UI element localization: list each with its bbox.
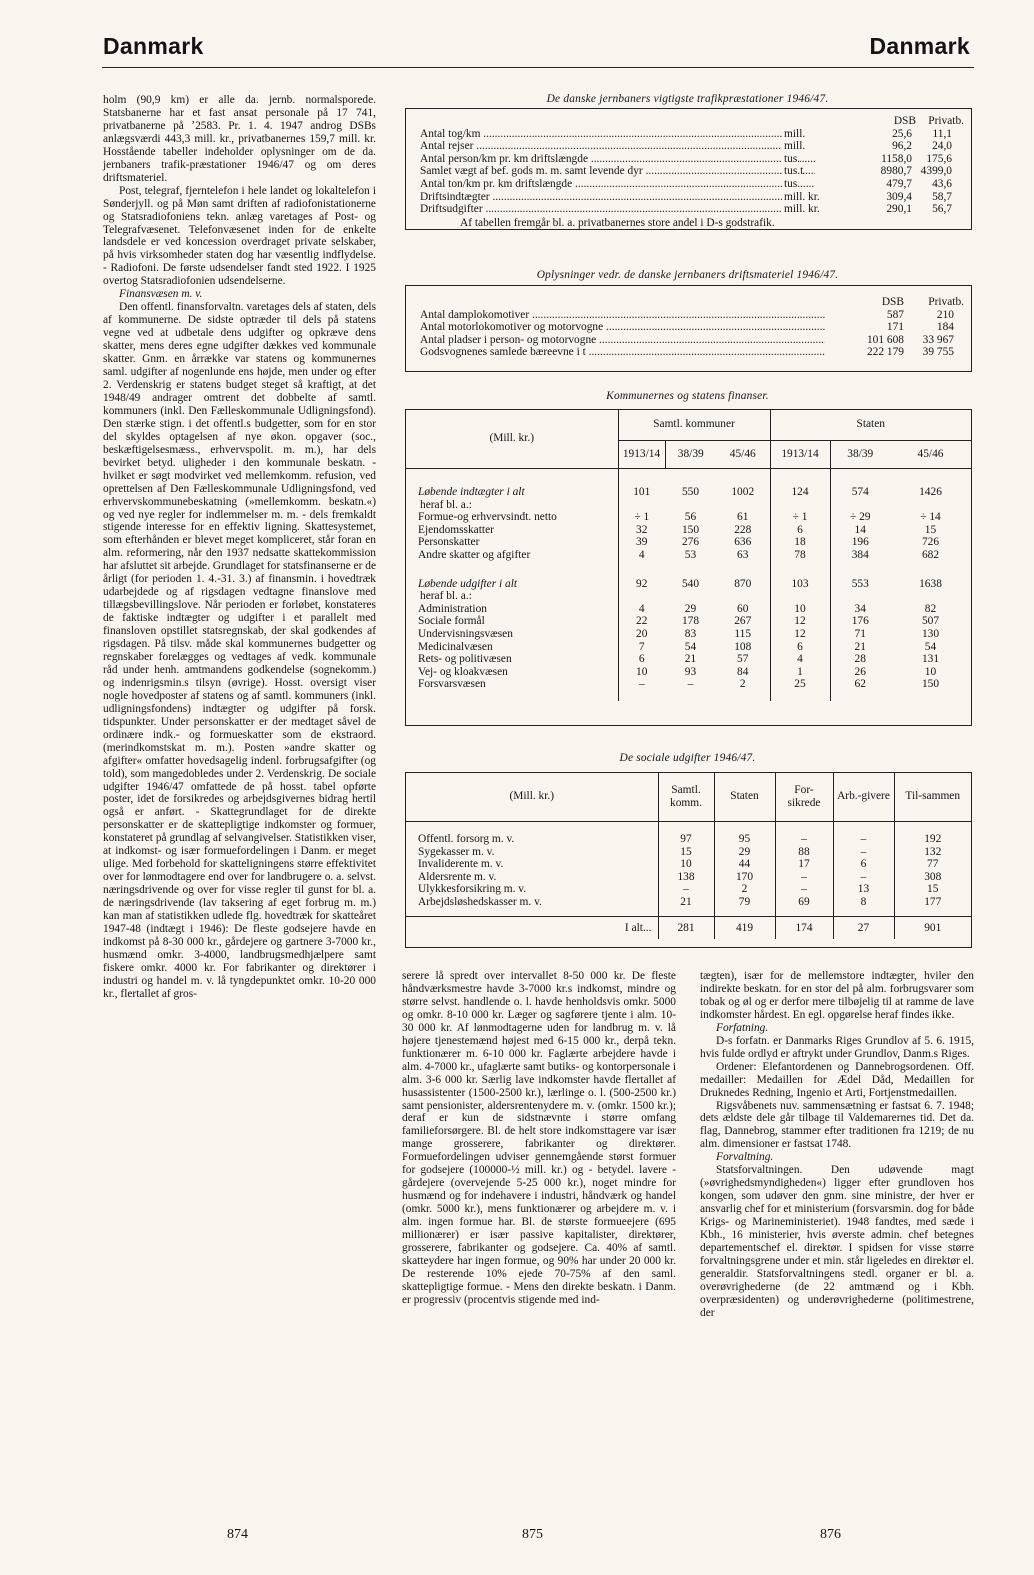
table3-cell: 15 bbox=[924, 523, 937, 536]
table3-cell bbox=[890, 590, 971, 603]
table3-spacer bbox=[406, 691, 971, 701]
header-rule bbox=[102, 67, 974, 68]
table1-row bbox=[420, 153, 965, 166]
table3-cell bbox=[770, 499, 830, 512]
table4-total-cell: 281 bbox=[658, 917, 714, 939]
table3-row bbox=[406, 603, 971, 616]
table3-cell bbox=[770, 590, 830, 603]
table3-cell bbox=[618, 499, 665, 512]
table3-cell: 78 bbox=[770, 549, 830, 562]
table4-row bbox=[406, 833, 971, 846]
table4-row bbox=[406, 846, 971, 859]
table3-cell: 71 bbox=[854, 627, 866, 640]
table3-cell: 28 bbox=[854, 653, 866, 666]
subheading-administration: Forvaltning. bbox=[716, 1151, 774, 1164]
table2-row bbox=[420, 321, 965, 334]
paragraph-administration: Statsforvaltningen. Den udøvende magt (»øvrighedsmyndigheden«) ligger efter grundloven hos kongen, som udøver den gnm. sine ministre, der hver er ansvarlig chef for et ministerium (forsvarsmin. dog for både Krigs- og Marineministeriet). 1948 fandtes, med sæde i Kbh., 16 ministerier, hvis øverste admin. chef betegnes departementschef el. direktør. I spidsen for visse større forvaltningsgrene under et min. står ligeledes en direktør el. generaldir. Statsforvaltningens stedl. organer er bl. a. overøvrighederne (de 22 amtmænd og i Kbh. overpræsidenten) og underøvrighederne (politimestrene, der bbox=[700, 1164, 974, 1319]
table1-row bbox=[420, 203, 965, 216]
table3-cell bbox=[618, 590, 665, 603]
table4-cell: 132 bbox=[924, 845, 942, 858]
table4-cell: – bbox=[658, 883, 714, 896]
paragraph-coat-of-arms: Rigsvåbenets nuv. sammensætning er fastsat 6. 7. 1948; dets ældste dele går tilbage til Valdemarernes tid. Det da. flag, Dannebrog, stammer efter traditionen fra 1219; de nu alm. dimensioner er fastsat 1748. bbox=[700, 1099, 974, 1151]
table3-cell: 507 bbox=[921, 615, 940, 628]
table3-cell: 115 bbox=[716, 628, 770, 641]
table3-row bbox=[406, 578, 971, 591]
table3-cell bbox=[830, 590, 890, 603]
table3-cell: 10 bbox=[924, 665, 937, 678]
column-1-text bbox=[103, 94, 376, 1001]
table4-cell: 17 bbox=[775, 858, 833, 871]
table3-cell: 56 bbox=[684, 511, 697, 524]
table1-value-dsb: 479,7 bbox=[886, 177, 912, 190]
table1-row-unit: mill. kr. bbox=[784, 190, 820, 203]
table3-row-label: Sociale formål bbox=[406, 615, 618, 628]
table1-row-unit: tus. bbox=[784, 177, 801, 190]
table4-row bbox=[406, 883, 971, 896]
table3-row-label: Personskatter bbox=[406, 536, 618, 549]
table3-cell: 18 bbox=[770, 536, 830, 549]
table1-row bbox=[420, 140, 965, 153]
table3-cell: 21 bbox=[854, 640, 866, 653]
table3-row-label: Løbende udgifter i alt bbox=[406, 578, 618, 591]
table2-value-dsb: 101 608 bbox=[866, 333, 904, 346]
table3-body bbox=[406, 468, 971, 701]
table3-row bbox=[406, 590, 971, 603]
table3-cell: 101 bbox=[633, 486, 651, 498]
table3-cell: 124 bbox=[770, 486, 830, 499]
table3-row bbox=[406, 524, 971, 537]
table3-caption: Kommunernes og statens finanser. bbox=[606, 390, 769, 402]
table3-cell: ÷ 14 bbox=[920, 511, 941, 524]
table3-cell: 6 bbox=[638, 653, 645, 666]
paragraph-railways: holm (90,9 km) er alle da. jernb. normalsporede. Statsbanerne har et fast ansat personale på 17 741, privatbanerne på ʼ2583. Pr. 1. 4. 1947 androg DSBs anlægsværdi 443,3 mill. kr., privatbanernes 159,7 mill. kr. Hosstående tabeller indeholder oplysninger om de da. jernbaners trafik-præstationer 1946/47 og om deres driftsmateriel. bbox=[103, 94, 376, 184]
table4-cell: – bbox=[775, 883, 833, 896]
table3-cell: ÷ 29 bbox=[850, 511, 871, 524]
table3-cell: 93 bbox=[684, 665, 697, 678]
table1-value-privatb: 11,1 bbox=[932, 127, 952, 140]
table3-cell: 1002 bbox=[716, 486, 770, 499]
table3-cell: 176 bbox=[851, 615, 869, 628]
table1-row-unit: mill. bbox=[784, 127, 806, 140]
table4-cell: 6 bbox=[833, 858, 894, 871]
page-number: 875 bbox=[522, 1527, 543, 1542]
table3-row bbox=[406, 678, 971, 691]
table3-row bbox=[406, 536, 971, 549]
table1-row-label: Antal tog/km ..... bbox=[420, 128, 815, 141]
table3-cell: 228 bbox=[716, 524, 770, 537]
table4-cell: 44 bbox=[714, 858, 775, 871]
table4-cell: 192 bbox=[924, 833, 942, 845]
table3-cell: – bbox=[687, 678, 694, 691]
table3-cell: 150 bbox=[921, 678, 940, 691]
table3-row-label: Forsvarsvæsen bbox=[406, 678, 618, 691]
table2-row bbox=[420, 346, 965, 359]
table3-row bbox=[406, 641, 971, 654]
table3-cell: 14 bbox=[854, 523, 866, 536]
table1-value-privatb: 43,6 bbox=[932, 177, 952, 190]
table3-cell: 53 bbox=[684, 548, 697, 561]
table4-cell: – bbox=[833, 871, 894, 884]
table1-value-dsb: 290,1 bbox=[886, 203, 912, 216]
table4-total-cell: 27 bbox=[833, 917, 894, 939]
table1-row-label: Antal person/km pr. km driftslængde ..... bbox=[420, 153, 815, 166]
table3-unit: (Mill. kr.) bbox=[406, 410, 618, 468]
table3-year: 38/39 bbox=[830, 440, 890, 468]
table3-cell: 20 bbox=[636, 627, 648, 640]
table4-cell: 95 bbox=[714, 833, 775, 846]
table3-cell: 726 bbox=[921, 536, 940, 549]
table4-cell: – bbox=[833, 846, 894, 859]
table2-row bbox=[420, 309, 965, 322]
paragraph-finance: Den offentl. finansforvaltn. varetages dels af staten, dels af kommunerne. De sidste optræder til dels på statens vegne ved at udbetale dens udgifter og opkræve dens skatter, mens deres egne udgifter dækkes ved kommunale skatter. Gnm. en årrække var statens og kommunernes saml. udgifter af nogenlunde ens højde, men under og efter 2. Verdenskrig er statens budget steget så kraftigt, at det 1948/49 andrager omtrent det dobbelte af samtl. kommuners (inkl. Den Fælleskommunale Udligningsfond). Den stærke stign. i det offentl.s budgetter, som for en stor del skyldes optagelsen af nye økon. opgaver (soc., beskæftigelsesmæss., erhvervspolit. m. m.), har dels bevirket betyd. uligheder i den kommunale beskatn. - hvilket er søgt modvirket ved mellemkomm. refusion, ved oprettelsen af Den Fælleskommunale Udligningsfond, ved erhvervskommunebeskatning (»mellemkomm. beskatn.«) og ved nye regler for indlemmelser m. m. - dels fremkaldt stigende interesse for en effektiv ligning. Skattesystemet, som efterhånden er blevet meget kompliceret, står foran en alm. reformering, når den 1937 nedsatte skattekommission har afsluttet sit arbejde. Grundlaget for statsfinanserne er de årligt (for perioden 1. 4.-31. 3.) af finansmin. i hovedtræk udarbejdede og af rigsdagen vedtagne finanslove med tillægsbevillingslove. Når perioden er forløbet, konstateres de faktiske indtægter og udgifter i et parallelt med finansloven opstillet statsregnskab, der skal godkendes af rigsdagen. På tilsv. måde skal kommunernes budgetter og regnskaber forelægges og vedtages af vedk. kommunale råd under henh. amtmandens godkendelse (sognekomm.) og indenrigsmin.s tilsyn (øvrige). Hosst. oversigt viser nogle hovedposter af statens og af samtl. kommuners (inkl. udligningsfondens) indtægter og udgifter på forsk. tidspunkter. Under personskatter er der medtaget såvel de ordinære indk.- og formueskatter som de ekstraord. (merindkomstskat m. m.). Posten »andre skatter og afgifter« omfatter hovedsagelig indenl. forbrugsafgifter (og told), som mangedobledes under 2. Verdenskrig. De sociale udgifter 1946/47 omfattede de på hosst. tabel opførte poster, idet de forsikredes og arbejdsgivernes bidrag hertil også er anført. - Skattegrundlaget for de direkte personskatter er de skattepligtige indkomster og formuer, konstateret på grundlag af selvangivelser. Statistikken viser, at indkomst- og især formuefordelingen i Danm. er meget ulige. Med forbehold for skatteligningens større effektivitet over for lønmodtagere end over for landbrugere o. a. selvst. næringsdrivende og over for visse regler til gunst for bl. a. de næringsdrivende (lav taksering af eget forbrug m. m.) kan man af statistikken udlede flg. hovedtræk for skatteåret 1947-48 (indtægt i 1946): De fleste godsejere havde en indkomst på 8-30 000 kr., gårdejere og gartnere 3-7000 kr., husmænd omkr. 3-4000, landbrugsmedhjælpere samt fiskere omkr. 4000 kr. For fabrikanter og direktører i industri og handel m. v. lå tyngdepunktet omkr. 10-20 000 kr., flertallet af gros- bbox=[103, 301, 376, 1000]
table1-value-privatb: 175,6 bbox=[926, 152, 952, 165]
table4-row bbox=[406, 896, 971, 909]
table3-cell: 682 bbox=[921, 548, 940, 561]
table3-cell: 574 bbox=[851, 486, 869, 498]
table1-row-label: Antal ton/km pr. km driftslængde ..... bbox=[420, 178, 815, 191]
table4-cell: – bbox=[775, 833, 833, 846]
table3-row bbox=[406, 499, 971, 512]
table3-cell: 22 bbox=[636, 615, 648, 628]
table2-header-privatb: Privatb. bbox=[928, 296, 964, 308]
table4-unit: (Mill. kr.) bbox=[406, 773, 658, 821]
table3-row-label: Løbende indtægter i alt bbox=[406, 486, 618, 499]
table1-value-dsb: 25,6 bbox=[892, 127, 912, 140]
table4-cell: 79 bbox=[714, 896, 775, 909]
table2-row-label: Antal damplokomotiver ..... bbox=[420, 309, 825, 322]
table4 bbox=[406, 773, 971, 939]
table4-total-label: I alt... bbox=[406, 917, 658, 939]
page-header-right: Danmark bbox=[869, 33, 970, 59]
table3-cell: 12 bbox=[770, 628, 830, 641]
table3-cell: 26 bbox=[854, 665, 866, 678]
table1-value-dsb: 96,2 bbox=[892, 140, 912, 153]
table3-row-label: Formue-og erhvervsindt. netto bbox=[406, 511, 618, 524]
table3-cell: 553 bbox=[851, 577, 869, 590]
table4-cell: 15 bbox=[658, 846, 714, 859]
table3-cell: 92 bbox=[636, 577, 648, 590]
table1-body bbox=[420, 128, 965, 216]
table3-row-label: heraf bl. a.: bbox=[406, 590, 618, 603]
table2-value-privatb: 210 bbox=[936, 308, 954, 321]
table3-cell: 550 bbox=[681, 486, 700, 498]
table3-cell: 54 bbox=[684, 640, 697, 653]
table4-cell: – bbox=[775, 871, 833, 884]
table1-footnote: Af tabellen fremgår bl. a. privatbanernes store andel i D-s godstrafik. bbox=[460, 216, 775, 229]
table3-cell: 1 bbox=[770, 666, 830, 679]
table3-cell: 4 bbox=[638, 602, 645, 615]
table3-cell: 1638 bbox=[919, 577, 942, 590]
table4-body bbox=[406, 821, 971, 939]
subheading-constitution: Forfatning. bbox=[716, 1021, 769, 1034]
table3-cell: 4 bbox=[638, 548, 645, 561]
table4-total-cell: 174 bbox=[775, 917, 833, 939]
table4-col-header: Samtl. komm. bbox=[658, 773, 714, 821]
table3-cell: 10 bbox=[770, 603, 830, 616]
table3-year: 45/46 bbox=[716, 440, 770, 468]
table4-cell: 10 bbox=[658, 858, 714, 871]
table3-row-label: Rets- og politivæsen bbox=[406, 653, 618, 666]
paragraph-orders: Ordener: Elefantordenen og Dannebrogsordenen. Off. medailler: Medaillen for Ædel Dåd, Medaillen for Druknedes Redning, Ingenio et Arti, Fortjenstmedaillen. bbox=[700, 1060, 974, 1099]
table4-cell: 69 bbox=[775, 896, 833, 909]
table2-value-dsb: 587 bbox=[886, 308, 904, 321]
table3-cell: 61 bbox=[716, 511, 770, 524]
table4-col-header: Til-sammen bbox=[894, 773, 971, 821]
table2-row-label: Antal pladser i person- og motorvogne ..... bbox=[420, 334, 825, 347]
table3-cell: 196 bbox=[851, 536, 869, 549]
table3-group-staten: Staten bbox=[770, 410, 971, 440]
table3-cell: 60 bbox=[716, 603, 770, 616]
table3-cell: – bbox=[638, 678, 645, 691]
table3-row-label: Administration bbox=[406, 603, 618, 616]
table3-cell: 384 bbox=[851, 548, 869, 561]
table4-col-header: Staten bbox=[714, 773, 775, 821]
table3-row bbox=[406, 615, 971, 628]
table4-cell: 88 bbox=[775, 846, 833, 859]
table1-row bbox=[420, 165, 965, 178]
table4-cell: 138 bbox=[658, 871, 714, 884]
paragraph-taxation: tægten), især for de mellemstore indtægter, hviler den indirekte beskatn. for en stor del på alm. forbrugsvarer som tobak og øl og er derfor mere tilbøjelig til at ramme de lave indkomster hårdest. En egl. opgørelse heraf findes ikke. bbox=[700, 970, 974, 1021]
table3-row bbox=[406, 549, 971, 562]
table1-value-privatb: 4399,0 bbox=[920, 165, 952, 178]
table1-row bbox=[420, 178, 965, 191]
table4-cell: 308 bbox=[924, 870, 942, 883]
table4-cell: 77 bbox=[927, 858, 939, 871]
table3-cell: 21 bbox=[684, 653, 697, 666]
table4-caption: De sociale udgifter 1946/47. bbox=[619, 752, 756, 764]
table4-row bbox=[406, 858, 971, 871]
table3-cell: 10 bbox=[636, 665, 648, 678]
table4-total-cell: 419 bbox=[714, 917, 775, 939]
table1-value-privatb: 24,0 bbox=[932, 140, 952, 153]
table1-value-dsb: 8980,7 bbox=[880, 165, 912, 178]
table3-cell: 25 bbox=[770, 678, 830, 691]
table3-row-label: Vej- og kloakvæsen bbox=[406, 666, 618, 679]
table4-cell: 21 bbox=[658, 896, 714, 909]
subheading-finance: Finansvæsen m. v. bbox=[119, 288, 203, 301]
table2-row-label: Godsvognenes samlede bæreevne i t ..... bbox=[420, 346, 825, 359]
table3-year: 1913/14 bbox=[618, 440, 665, 468]
table3-cell: 276 bbox=[681, 536, 700, 549]
table3-row-label: Ejendomsskatter bbox=[406, 524, 618, 537]
table2-row bbox=[420, 334, 965, 347]
table3-cell: 4 bbox=[770, 653, 830, 666]
table3-year: 1913/14 bbox=[770, 440, 830, 468]
table4-cell: 29 bbox=[714, 846, 775, 859]
table1-caption: De danske jernbaners vigtigste trafikpræstationer 1946/47. bbox=[546, 93, 829, 105]
table3-row bbox=[406, 666, 971, 679]
table2-row-label: Antal motorlokomotiver og motorvogne ..... bbox=[420, 321, 825, 334]
table3-cell: 267 bbox=[716, 615, 770, 628]
page-number: 874 bbox=[227, 1527, 248, 1542]
table1-value-dsb: 1158,0 bbox=[881, 152, 912, 165]
table4-row-label: Ulykkesforsikring m. v. bbox=[406, 883, 658, 896]
table3-cell: 39 bbox=[636, 536, 648, 549]
table3-row-label: Undervisningsvæsen bbox=[406, 628, 618, 641]
table2-value-privatb: 184 bbox=[936, 321, 954, 334]
table4-row-label: Sygekasser m. v. bbox=[406, 846, 658, 859]
table3-spacer bbox=[406, 562, 971, 578]
table1-row bbox=[420, 128, 965, 141]
table1 bbox=[420, 115, 965, 229]
table3-cell bbox=[716, 499, 770, 512]
table4-cell: – bbox=[833, 833, 894, 846]
table3-cell: ÷ 1 bbox=[634, 511, 650, 524]
table2-value-dsb: 222 179 bbox=[866, 346, 904, 359]
paragraph-post: Post, telegraf, fjerntelefon i hele landet og lokaltelefon i Sønderjyll. og på Møn samt driften af radiofonistationerne og Statsradiofoniens tekn. anlæg varetages af Post- og Telegrafvæsenet. Telefonvæsenet inden for de enkelte landsdele er ved koncession overdraget private selskaber, på hvis virksomheder staten dog har væsentlig indflydelse. - Radiofoni. De første udsendelser fandt sted 1922. I 1925 overtog Statsradiofonien udsendelserne. bbox=[103, 184, 376, 288]
table1-header-privatb: Privatb. bbox=[928, 115, 964, 127]
table3-cell: ÷ 1 bbox=[770, 511, 830, 524]
table3-cell: 870 bbox=[716, 578, 770, 591]
table4-cell: 15 bbox=[927, 883, 939, 896]
table4-spacer bbox=[406, 821, 971, 833]
table3-cell: 131 bbox=[921, 653, 940, 666]
table1-row bbox=[420, 191, 965, 204]
table3-cell bbox=[665, 590, 716, 603]
table3-cell: 82 bbox=[924, 602, 937, 615]
table3-cell: 1426 bbox=[919, 486, 942, 498]
table3-row-label: Andre skatter og afgifter bbox=[406, 549, 618, 562]
table4-cell: 97 bbox=[658, 833, 714, 846]
column-3-text bbox=[700, 970, 974, 1320]
table3-row-label: Medicinalvæsen bbox=[406, 641, 618, 654]
table3-cell: 12 bbox=[770, 615, 830, 628]
table3-cell bbox=[716, 590, 770, 603]
table3-cell: 178 bbox=[681, 615, 700, 628]
table3-cell: 130 bbox=[921, 627, 940, 640]
table3 bbox=[406, 410, 971, 701]
table4-row-label: Arbejdsløshedskasser m. v. bbox=[406, 896, 658, 909]
table3-row-label: heraf bl. a.: bbox=[406, 499, 618, 512]
table4-row bbox=[406, 871, 971, 884]
table3-cell: 34 bbox=[854, 602, 866, 615]
table4-col-header: Arb.-givere bbox=[833, 773, 894, 821]
table3-cell: 57 bbox=[716, 653, 770, 666]
table3-row bbox=[406, 486, 971, 499]
table4-row-label: Invaliderente m. v. bbox=[406, 858, 658, 871]
table3-cell: 2 bbox=[716, 678, 770, 691]
table3-cell: 540 bbox=[681, 577, 700, 590]
table3-cell: 7 bbox=[638, 640, 645, 653]
table2 bbox=[420, 296, 965, 359]
table3-row bbox=[406, 511, 971, 524]
table2-value-privatb: 33 967 bbox=[922, 333, 954, 346]
table3-cell: 150 bbox=[681, 523, 700, 536]
table1-row-label: Driftsudgifter ..... bbox=[420, 203, 815, 216]
table2-body bbox=[420, 309, 965, 359]
table3-cell: 636 bbox=[716, 536, 770, 549]
page-header-left: Danmark bbox=[103, 33, 204, 59]
table1-row-unit: mill. kr. bbox=[784, 203, 820, 216]
table1-row-unit: mill. bbox=[784, 140, 806, 153]
table1-row-unit: tus.t bbox=[784, 165, 804, 178]
table3-year: 38/39 bbox=[665, 440, 716, 468]
table4-total-cell: 901 bbox=[894, 917, 971, 939]
table2-caption: Oplysninger vedr. de danske jernbaners driftsmateriel 1946/47. bbox=[536, 269, 839, 281]
table4-cell: 177 bbox=[924, 895, 942, 908]
table3-cell bbox=[890, 499, 971, 512]
table4-cell: 13 bbox=[833, 883, 894, 896]
table4-spacer bbox=[406, 909, 971, 917]
table3-cell: 103 bbox=[770, 578, 830, 591]
table3-cell bbox=[830, 499, 890, 512]
table1-row-label: Antal rejser ..... bbox=[420, 140, 815, 153]
table3-cell: 84 bbox=[716, 666, 770, 679]
table3-cell: 63 bbox=[716, 549, 770, 562]
table4-total-row bbox=[406, 917, 971, 939]
paragraph-constitution: D-s forfatn. er Danmarks Riges Grundlov af 5. 6. 1915, hvis fulde ordlyd er aftrykt under Grundlov, Danm.s Riges. bbox=[700, 1034, 974, 1060]
column-2-text: serere lå spredt over intervallet 8-50 000 kr. De fleste håndværksmestre havde 3-7000 kr.s indkomst, mindre og større selvst. handlende o. l. havde henholdsvis omkr. 5000 og omkr. 8-10 000 kr. Læger og sagførere tjente i alm. 10-30 000 kr. Af lønmodtagerne uden for landbrug m. v. lå højere tjenestemænd højest med 6-15 000 kr., derpå tekn. funktionærer m. 6-10 000 kr. Faglærte arbejdere havde i alm. 4-7000 kr., ufaglærte samt butiks- og kontorpersonale i alm. 3-6 000 kr. Særlig lave indkomster havde flertallet af husassistenter (1500-2500 kr.), lærlinge o. l. (500-2500 kr.) samt pensionister, aldersrentenydere m. v. (omkr. 1500 kr.); deraf er kun de sidstnævnte i større omfang familieforsørgere. Bl. de helt store indkomsttagere var især mange grosserere, fabrikanter og direktører. Formuefordelingen udviser gennemgående størst formuer for godsejere (100000-½ mill. kr.) og - betydel. lavere - gårdejere (overvejende 5-25 000 kr.), noget mindre for husmænd og for indehavere i industri, håndværk og handel (omkr. 5000 kr.), mens funktionærer og arbejdere m. v. i alm. ingen formue har. Bl. de største formueejere (695 millionærer) er især passive kapitalister, direktører, grosserere, fabrikanter og godsejere. Ca. 40% af samtl. skatteydere har ingen formue, og 90% har under 20 000 kr. De resterende 10% ejede 70-75% af den saml. skattepligtige formue. - Mens den direkte beskatn. i Danm. er progressiv (procentvis stigende med ind- bbox=[402, 970, 676, 1306]
table4-cell: 170 bbox=[714, 871, 775, 884]
table4-row-label: Offentl. forsorg m. v. bbox=[406, 833, 658, 846]
table4-cell: 2 bbox=[714, 883, 775, 896]
table4-row-label: Aldersrente m. v. bbox=[406, 871, 658, 884]
table1-row-unit: tus. bbox=[784, 152, 801, 165]
table1-row-label: Driftsindtægter ..... bbox=[420, 191, 815, 204]
table2-value-dsb: 171 bbox=[886, 321, 904, 334]
table1-row-label: Samlet vægt af bef. gods m. m. samt levende dyr ..... bbox=[420, 165, 815, 178]
table3-row bbox=[406, 628, 971, 641]
table1-value-privatb: 56,7 bbox=[932, 203, 952, 216]
table3-cell: 6 bbox=[770, 524, 830, 537]
table3-year: 45/46 bbox=[890, 440, 971, 468]
table1-header-dsb: DSB bbox=[893, 115, 916, 127]
table3-cell: 83 bbox=[684, 627, 697, 640]
table3-spacer bbox=[406, 468, 971, 486]
table1-value-privatb: 58,7 bbox=[932, 190, 952, 203]
table3-cell: 62 bbox=[854, 678, 866, 691]
table3-cell: 54 bbox=[924, 640, 937, 653]
table4-cell: 8 bbox=[833, 896, 894, 909]
table2-header-dsb: DSB bbox=[881, 296, 904, 308]
table3-cell: 108 bbox=[716, 641, 770, 654]
table3-cell bbox=[665, 499, 716, 512]
table3-cell: 32 bbox=[636, 523, 648, 536]
table2-value-privatb: 39 755 bbox=[922, 346, 954, 359]
table3-row bbox=[406, 653, 971, 666]
table4-col-header: For-sikrede bbox=[775, 773, 833, 821]
table3-cell: 6 bbox=[770, 641, 830, 654]
table1-value-dsb: 309,4 bbox=[886, 190, 912, 203]
page-number: 876 bbox=[820, 1527, 841, 1542]
table3-group-kommuner: Samtl. kommuner bbox=[618, 410, 770, 440]
table3-cell: 29 bbox=[684, 602, 697, 615]
